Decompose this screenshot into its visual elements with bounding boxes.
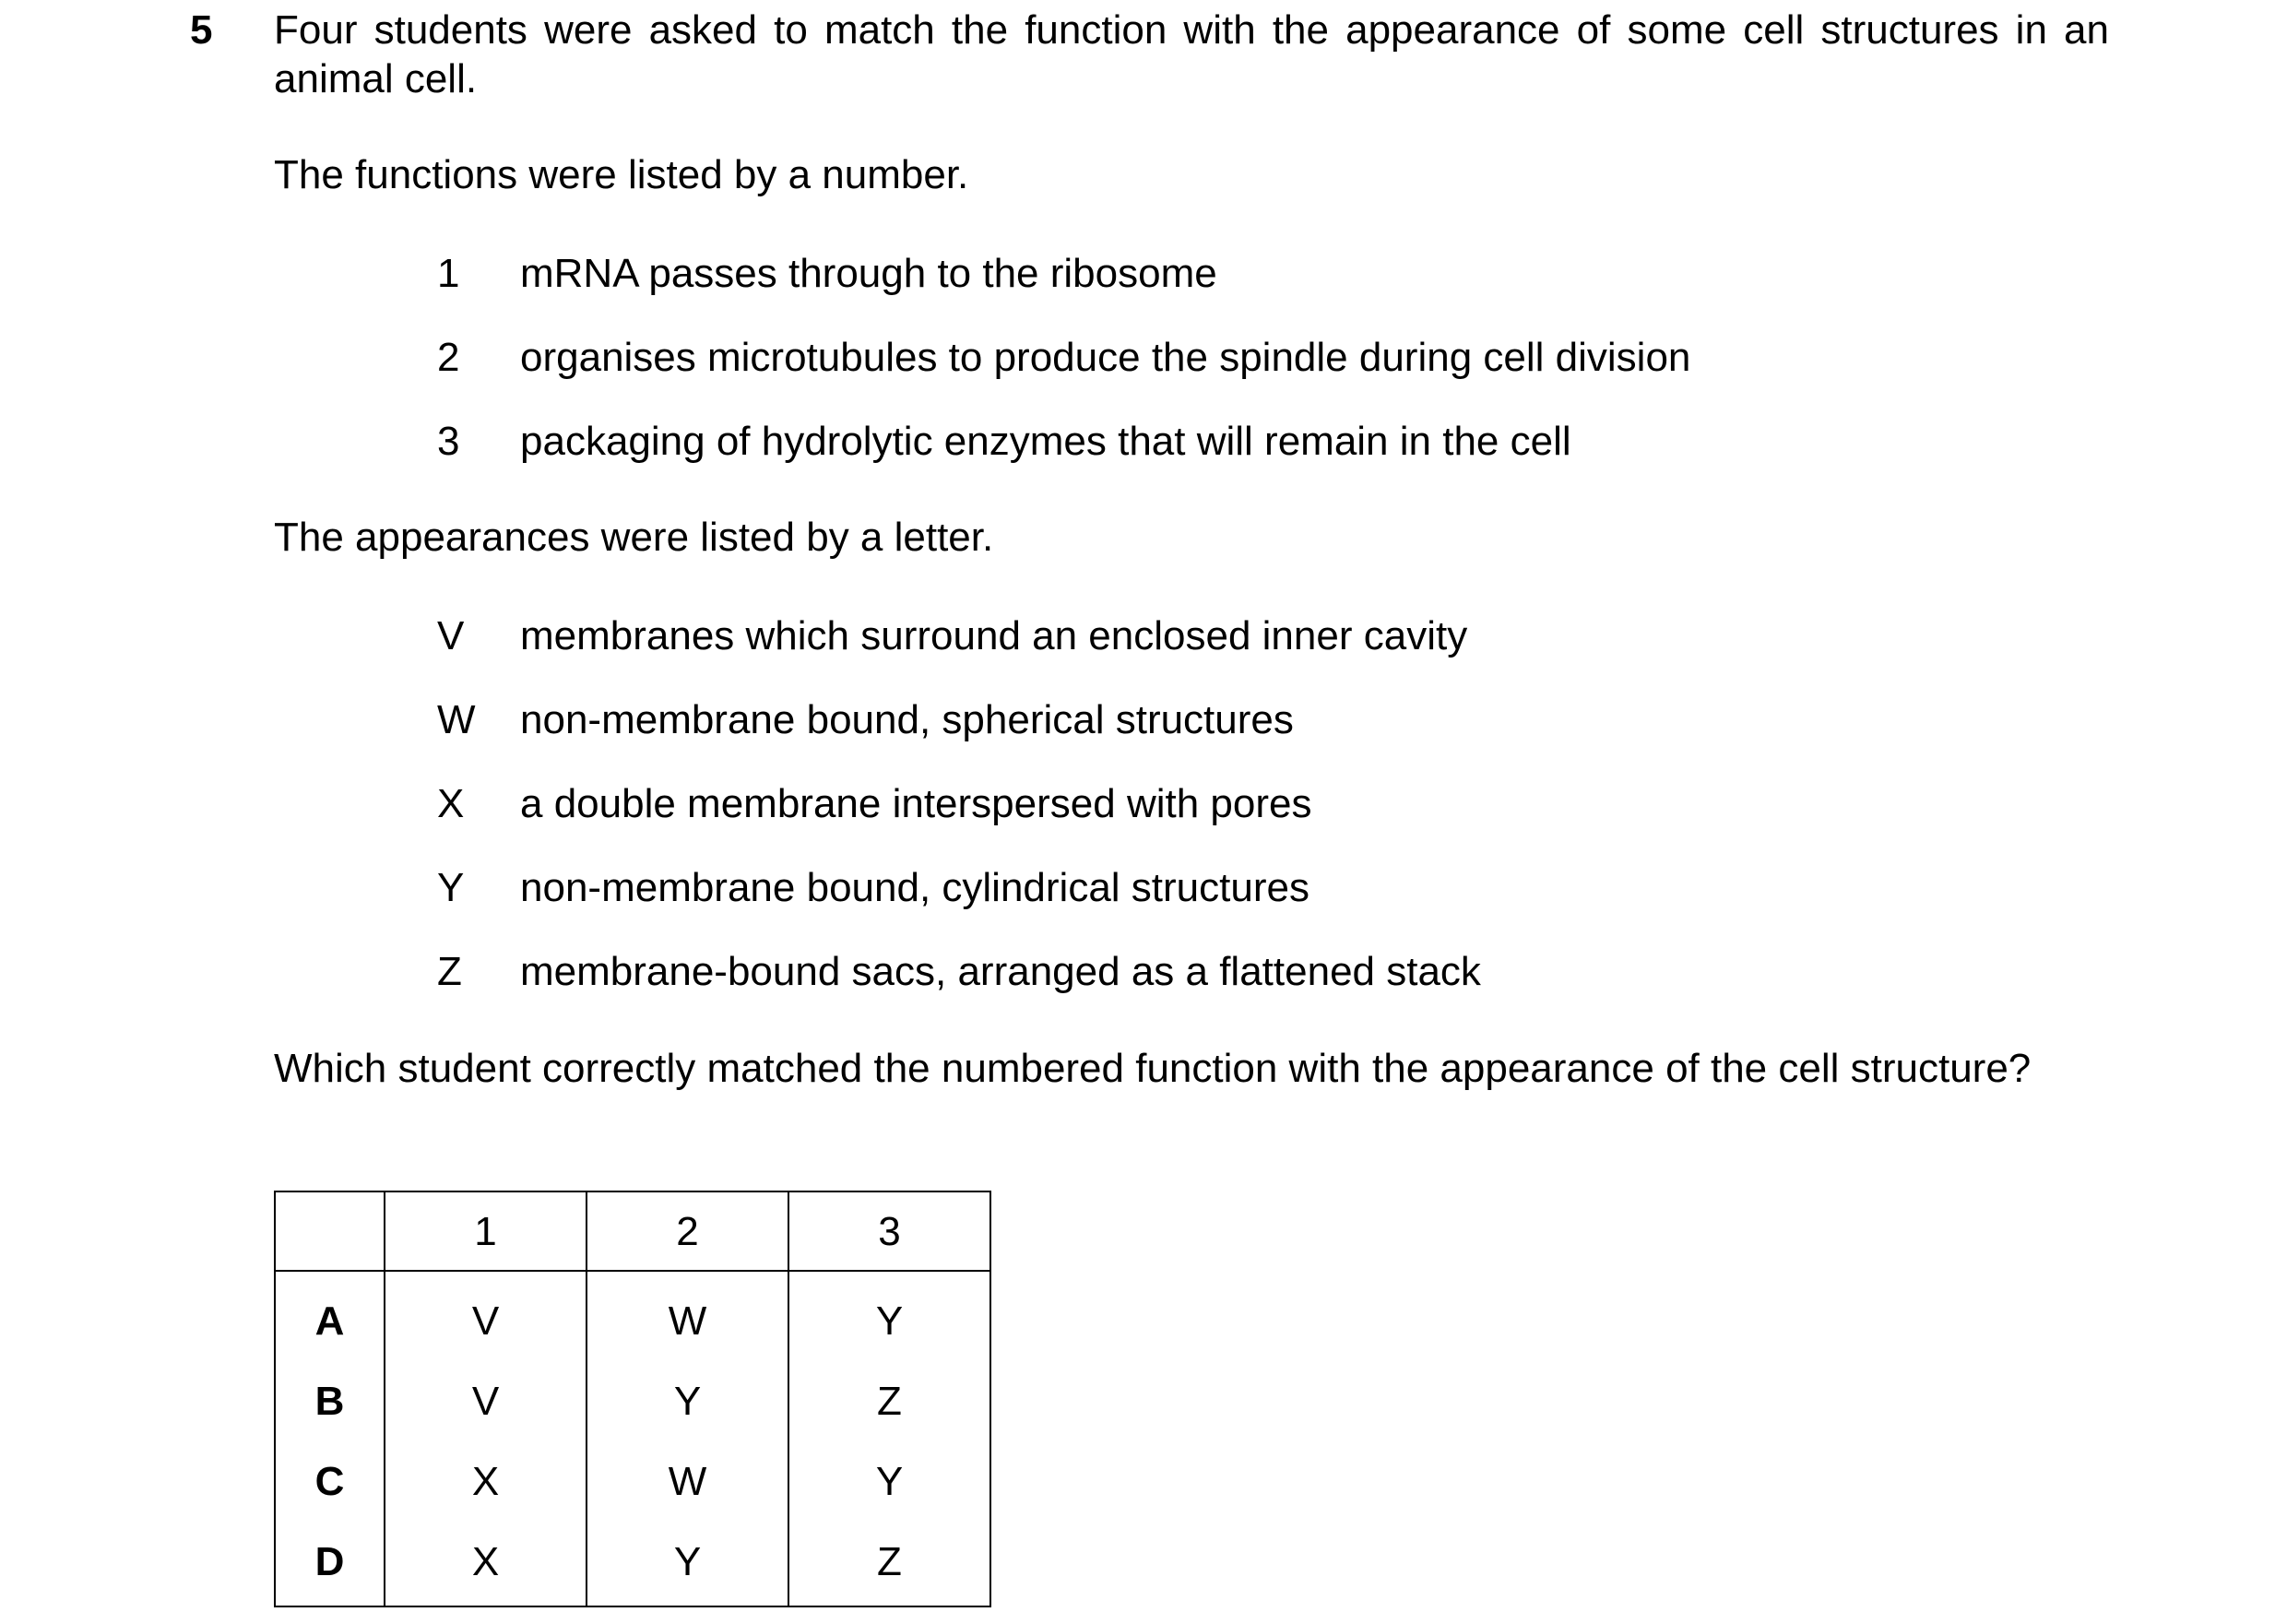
option-label: D [275,1522,385,1606]
option-cell: W [587,1441,788,1522]
option-cell: Y [587,1522,788,1606]
appearance-letter: Y [437,865,465,910]
question-intro: Four students were asked to match the function with the appearance of some cell structures in an animal cell. [274,7,2109,101]
appearance-item [437,779,1481,863]
appearance-text: membranes which surround an enclosed inner cavity [520,613,1468,658]
answer-option-row [275,1441,990,1522]
function-item [437,333,1690,417]
appearance-letter: Z [437,949,462,994]
question-prompt: Which student correctly matched the numbered function with the appearance of the cell structure? [274,1046,2032,1091]
appearance-text: a double membrane interspersed with pores [520,781,1312,826]
function-number: 3 [437,419,460,464]
functions-intro: The functions were listed by a number. [274,152,969,197]
answer-option-row [275,1271,990,1361]
header-function-1: 1 [385,1191,587,1271]
function-text: mRNA passes through to the ribosome [520,251,1217,296]
header-function-2: 2 [587,1191,788,1271]
appearance-item [437,947,1481,1031]
answer-option-row [275,1361,990,1441]
option-label: A [275,1271,385,1361]
appearance-item [437,611,1481,695]
function-text: organises microtubules to produce the spindle during cell division [520,335,1691,380]
option-cell: Y [788,1271,990,1361]
appearances-intro: The appearances were listed by a letter. [274,515,994,560]
option-label: B [275,1361,385,1441]
answer-table [274,1191,991,1607]
function-number: 1 [437,251,460,296]
header-corner-cell [275,1191,385,1271]
appearance-text: non-membrane bound, spherical structures [520,697,1294,742]
answer-table-header [275,1191,990,1271]
option-cell: W [587,1271,788,1361]
option-cell: V [385,1271,587,1361]
appearance-text: non-membrane bound, cylindrical structures [520,865,1309,910]
appearance-item [437,863,1481,947]
option-label: C [275,1441,385,1522]
appearances-list [437,611,1481,1031]
function-number: 2 [437,335,460,380]
answer-option-row [275,1522,990,1606]
function-item [437,249,1690,333]
appearance-letter: X [437,781,465,826]
functions-list [437,249,1690,501]
appearance-text: membrane-bound sacs, arranged as a flattened stack [520,949,1481,994]
function-item [437,417,1690,501]
option-cell: V [385,1361,587,1441]
option-cell: Z [788,1522,990,1606]
appearance-item [437,695,1481,779]
function-text: packaging of hydrolytic enzymes that will remain in the cell [520,419,1571,464]
header-function-3: 3 [788,1191,990,1271]
option-cell: X [385,1441,587,1522]
option-cell: Y [587,1361,788,1441]
question-number: 5 [190,7,213,53]
appearance-letter: V [437,613,465,658]
option-cell: Y [788,1441,990,1522]
option-cell: X [385,1522,587,1606]
appearance-letter: W [437,697,476,742]
option-cell: Z [788,1361,990,1441]
